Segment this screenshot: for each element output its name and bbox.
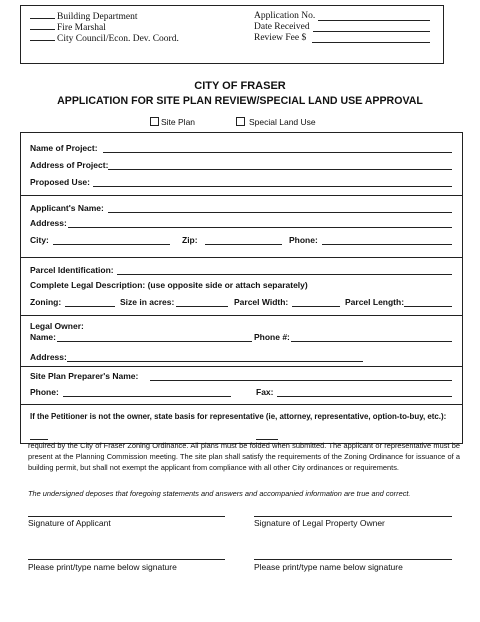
owner-address-label: Address:	[30, 352, 67, 362]
owner-signature-label: Signature of Legal Property Owner	[254, 518, 385, 528]
affirmation-text: The undersigned deposes that foregoing statements and answers and accompanied information are true and correct.	[28, 489, 411, 498]
zoning-field[interactable]	[65, 306, 115, 307]
proposed-use-field[interactable]	[93, 186, 452, 187]
applicant-address-field[interactable]	[68, 227, 452, 228]
preparer-phone-label: Phone:	[30, 387, 59, 397]
special-land-use-checkbox[interactable]: Special Land Use	[236, 117, 316, 127]
section-divider	[20, 257, 463, 258]
preparer-fax-field[interactable]	[277, 396, 452, 397]
project-address-field[interactable]	[108, 169, 452, 170]
size-label: Size in acres:	[120, 297, 175, 307]
owner-signature-line[interactable]	[254, 516, 452, 517]
parcel-id-field[interactable]	[117, 274, 452, 275]
check-blank[interactable]	[30, 11, 55, 19]
section-divider	[20, 366, 463, 367]
city-field[interactable]	[53, 244, 170, 245]
project-name-label: Name of Project:	[30, 143, 98, 153]
applicant-phone-field[interactable]	[322, 244, 452, 245]
applicant-signature-label: Signature of Applicant	[28, 518, 111, 528]
header-left-row-3: City Council/Econ. Dev. Coord.	[30, 33, 179, 44]
parcel-length-field[interactable]	[404, 306, 452, 307]
date-received-field[interactable]	[313, 31, 430, 32]
checkbox-icon[interactable]	[236, 117, 245, 126]
form-title: APPLICATION FOR SITE PLAN REVIEW/SPECIAL LAND USE APPROVAL	[57, 95, 423, 107]
header-left-row-2: Fire Marshal	[30, 22, 106, 33]
preparer-fax-label: Fax:	[256, 387, 274, 397]
project-name-field[interactable]	[103, 152, 452, 153]
zoning-label: Zoning:	[30, 297, 62, 307]
owner-print-label: Please print/type name below signature	[254, 562, 403, 572]
section-divider	[20, 315, 463, 316]
petitioner-note: If the Petitioner is not the owner, state basis for representative (ie, attorney, representative, option-to-buy, etc.):	[30, 412, 447, 421]
zip-field[interactable]	[205, 244, 282, 245]
date-received-label: Date Received	[254, 22, 310, 32]
owner-name-field[interactable]	[57, 341, 252, 342]
preparer-name-label: Site Plan Preparer's Name:	[30, 371, 139, 381]
parcel-id-label: Parcel Identification:	[30, 265, 114, 275]
owner-name-label: Name:	[30, 332, 56, 342]
city-label: City:	[30, 235, 49, 245]
owner-address-field[interactable]	[67, 361, 363, 362]
owner-phone-label: Phone #:	[254, 332, 290, 342]
applicant-signature-line[interactable]	[28, 516, 225, 517]
city-title: CITY OF FRASER	[194, 80, 286, 92]
legal-owner-label: Legal Owner:	[30, 321, 84, 331]
requirements-paragraph: required by the City of Fraser Zoning Ordinance. All plans must be folded when submitted. The applicant or representative must be present at the Planning Commission meeting. The site plan shall satisfy the requirements of the Zoning Ordinance for issuance of a building permit, but shall not exempt the applicant from compliance with all other City ordinances or requirements.	[28, 441, 460, 472]
applicant-print-label: Please print/type name below signature	[28, 562, 177, 572]
zip-label: Zip:	[182, 235, 198, 245]
parcel-width-label: Parcel Width:	[234, 297, 289, 307]
applicant-name-field[interactable]	[108, 212, 452, 213]
project-address-label: Address of Project:	[30, 160, 109, 170]
application-no-field[interactable]	[318, 20, 430, 21]
header-left-row-1: Building Department	[30, 11, 137, 22]
proposed-use-label: Proposed Use:	[30, 177, 90, 187]
checkbox-icon[interactable]	[150, 117, 159, 126]
applicant-address-label: Address:	[30, 218, 67, 228]
check-blank[interactable]	[30, 33, 55, 41]
owner-print-line[interactable]	[254, 559, 452, 560]
section-divider	[20, 195, 463, 196]
legal-description-label: Complete Legal Description: (use opposite side or attach separately)	[30, 280, 308, 290]
applicant-print-line[interactable]	[28, 559, 225, 560]
applicant-name-label: Applicant's Name:	[30, 203, 104, 213]
size-field[interactable]	[176, 306, 228, 307]
parcel-length-label: Parcel Length:	[345, 297, 405, 307]
preparer-phone-field[interactable]	[63, 396, 231, 397]
section-divider	[20, 404, 463, 405]
preparer-name-field[interactable]	[150, 380, 452, 381]
site-plan-checkbox[interactable]: Site Plan	[150, 117, 195, 127]
review-fee-field[interactable]	[312, 42, 430, 43]
parcel-width-field[interactable]	[292, 306, 340, 307]
review-fee-label: Review Fee $	[254, 33, 307, 43]
owner-phone-field[interactable]	[291, 341, 452, 342]
check-blank[interactable]	[30, 22, 55, 30]
application-no-label: Application No.	[254, 11, 316, 21]
applicant-phone-label: Phone:	[289, 235, 318, 245]
